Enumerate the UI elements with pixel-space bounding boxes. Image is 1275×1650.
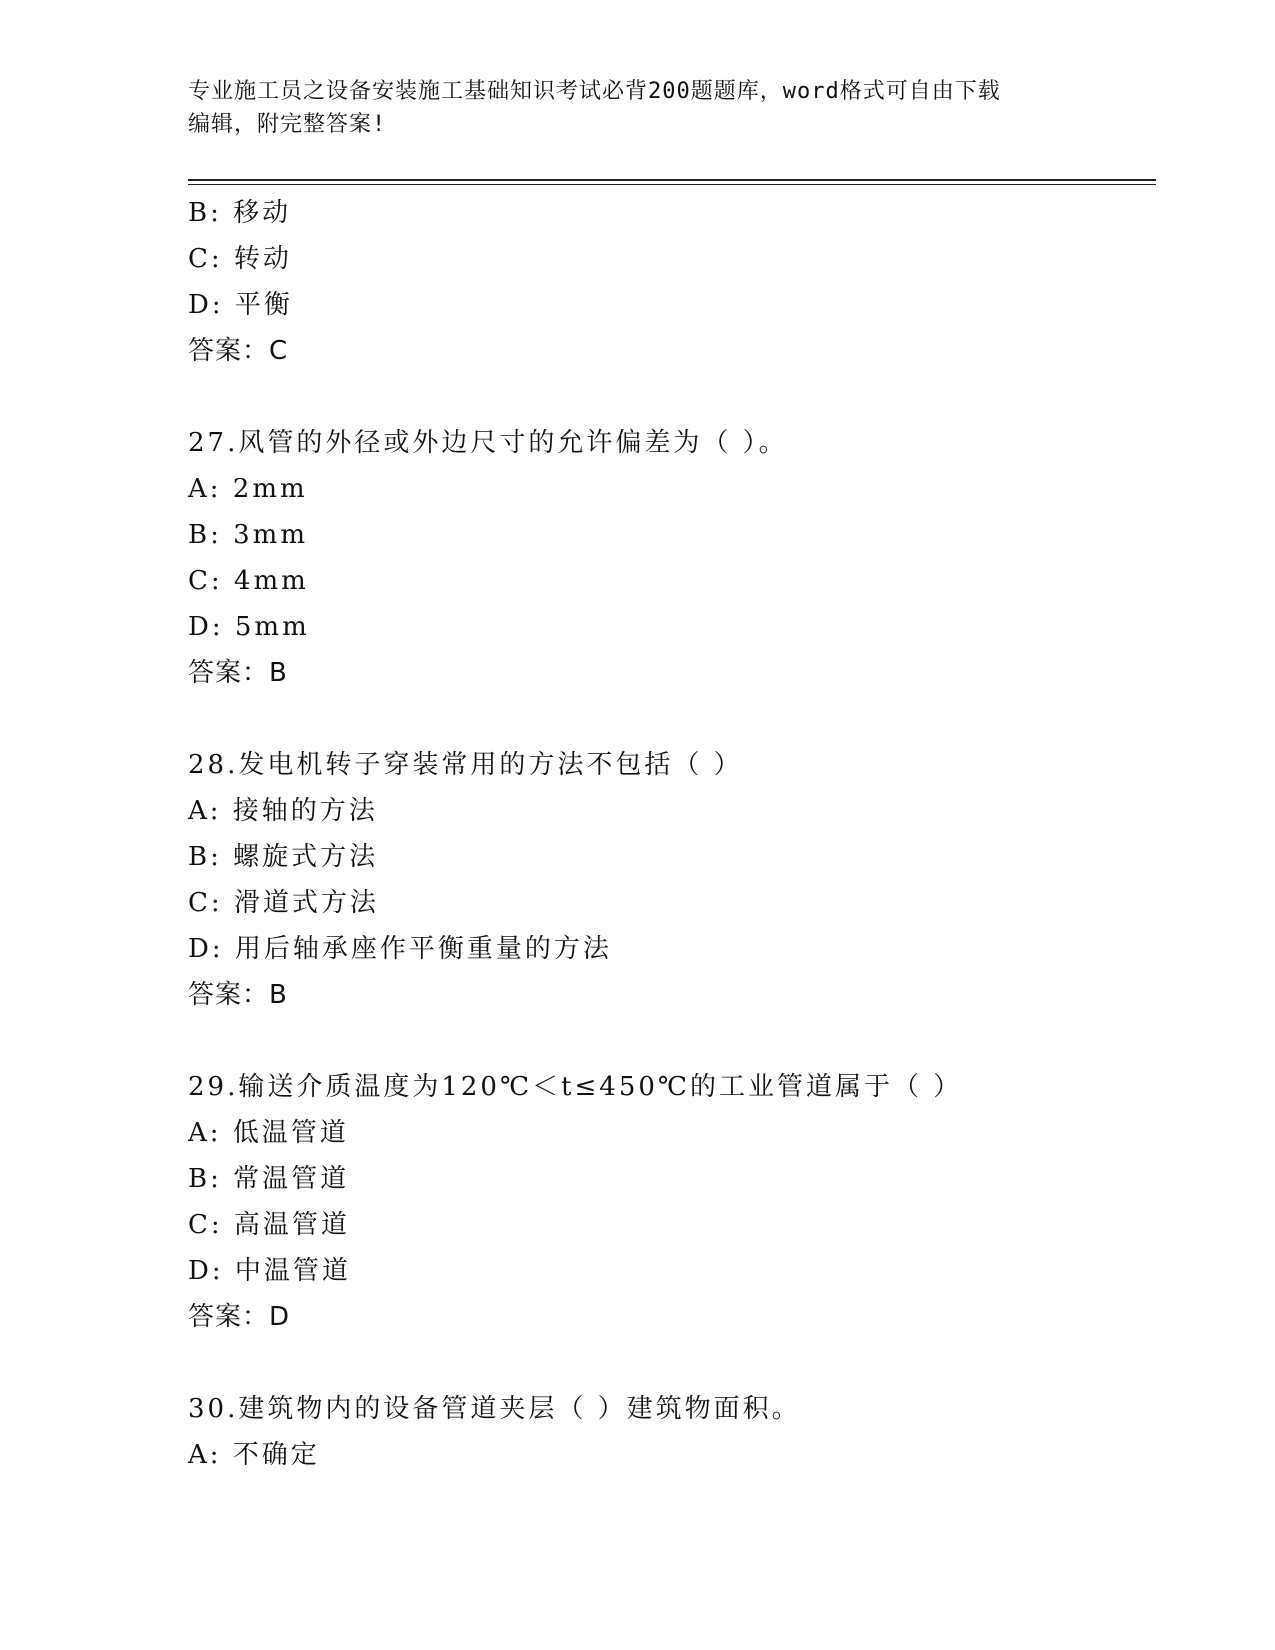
option-c: C: 4mm	[188, 566, 309, 596]
option-b: B: 移动	[188, 198, 292, 228]
document-title	[188, 75, 1068, 141]
question-26-tail	[188, 190, 1148, 374]
document-title-line-2: 编辑，附完整答案!	[188, 112, 387, 137]
question-stem: 30.建筑物内的设备管道夹层（ ）建筑物面积。	[188, 1394, 801, 1424]
answer-line: 答案：D	[188, 1302, 291, 1332]
option-a: A: 接轴的方法	[188, 796, 378, 826]
option-d: D: 平衡	[188, 290, 293, 320]
option-b: B: 3mm	[188, 520, 308, 550]
option-a: A: 低温管道	[188, 1118, 349, 1148]
option-a: A: 2mm	[188, 474, 308, 504]
question-list	[188, 190, 1148, 1478]
option-c: C: 高温管道	[188, 1210, 350, 1240]
option-a: A: 不确定	[188, 1440, 320, 1470]
answer-line: 答案：B	[188, 658, 288, 688]
question-stem: 29.输送介质温度为120℃＜t≤450℃的工业管道属于（ ）	[188, 1072, 963, 1102]
document-title-line-1: 专业施工员之设备安装施工基础知识考试必背200题题库，word格式可自由下载	[188, 79, 1001, 104]
question-27	[188, 420, 1148, 696]
option-b: B: 螺旋式方法	[188, 842, 379, 872]
option-d: D: 用后轴承座作平衡重量的方法	[188, 934, 612, 964]
option-d: D: 中温管道	[188, 1256, 351, 1286]
header-divider-thin	[188, 184, 1156, 185]
option-d: D: 5mm	[188, 612, 310, 642]
answer-line: 答案：B	[188, 980, 288, 1010]
question-29	[188, 1064, 1148, 1340]
option-c: C: 转动	[188, 244, 292, 274]
question-28	[188, 742, 1148, 1018]
question-30	[188, 1386, 1148, 1478]
header-divider	[188, 179, 1156, 181]
question-stem: 27.风管的外径或外边尺寸的允许偏差为（ ）。	[188, 428, 788, 458]
option-c: C: 滑道式方法	[188, 888, 379, 918]
option-b: B: 常温管道	[188, 1164, 350, 1194]
answer-line: 答案：C	[188, 336, 289, 366]
question-stem: 28.发电机转子穿装常用的方法不包括（ ）	[188, 750, 743, 780]
